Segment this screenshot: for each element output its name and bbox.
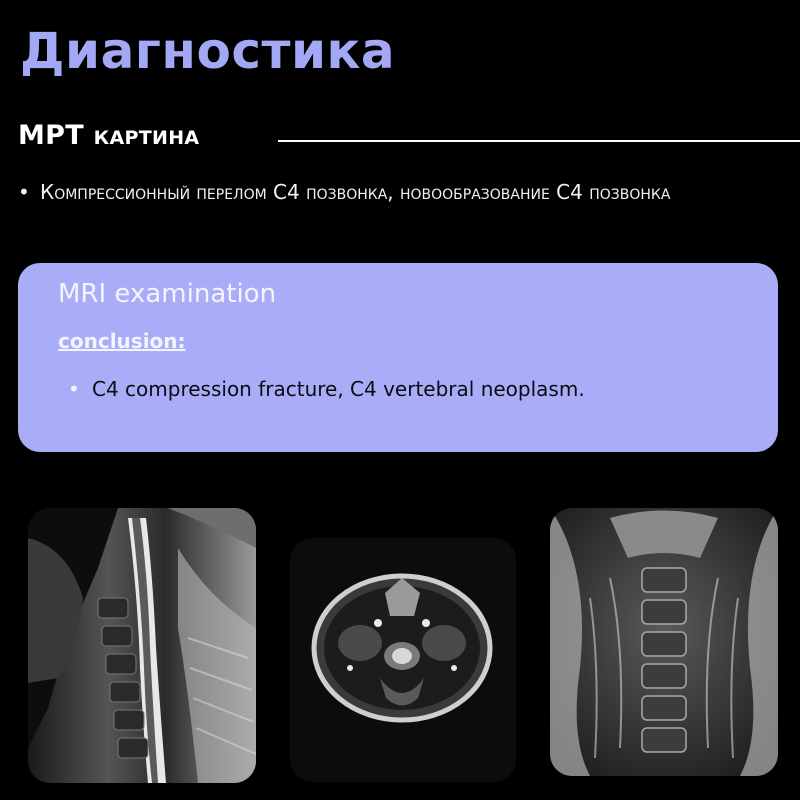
mri-coronal-image xyxy=(550,508,778,776)
mri-sagittal-image xyxy=(28,508,256,783)
mri-axial-image xyxy=(290,538,516,782)
section-divider xyxy=(278,140,800,142)
card-subtitle: conclusion: xyxy=(58,329,186,353)
mri-coronal-neck-image xyxy=(550,508,778,776)
page-title: Диагностика xyxy=(20,22,396,80)
section-heading: МРТ картина xyxy=(18,120,200,151)
list-item xyxy=(68,377,585,401)
list-item xyxy=(18,178,778,206)
findings-list xyxy=(18,178,778,206)
bullet-icon: • xyxy=(18,180,30,204)
mri-axial-neck-image xyxy=(290,538,516,782)
finding-text: Компрессионный перелом С4 позвонка, новообразование С4 позвонка xyxy=(40,180,671,204)
mri-conclusion-card xyxy=(18,263,778,452)
bullet-icon: • xyxy=(68,377,80,401)
conclusion-list xyxy=(68,377,585,401)
conclusion-text: C4 compression fracture, C4 vertebral neoplasm. xyxy=(92,377,585,401)
card-title: MRI examination xyxy=(58,279,277,309)
mri-sagittal-cervical-spine-image xyxy=(28,508,256,783)
